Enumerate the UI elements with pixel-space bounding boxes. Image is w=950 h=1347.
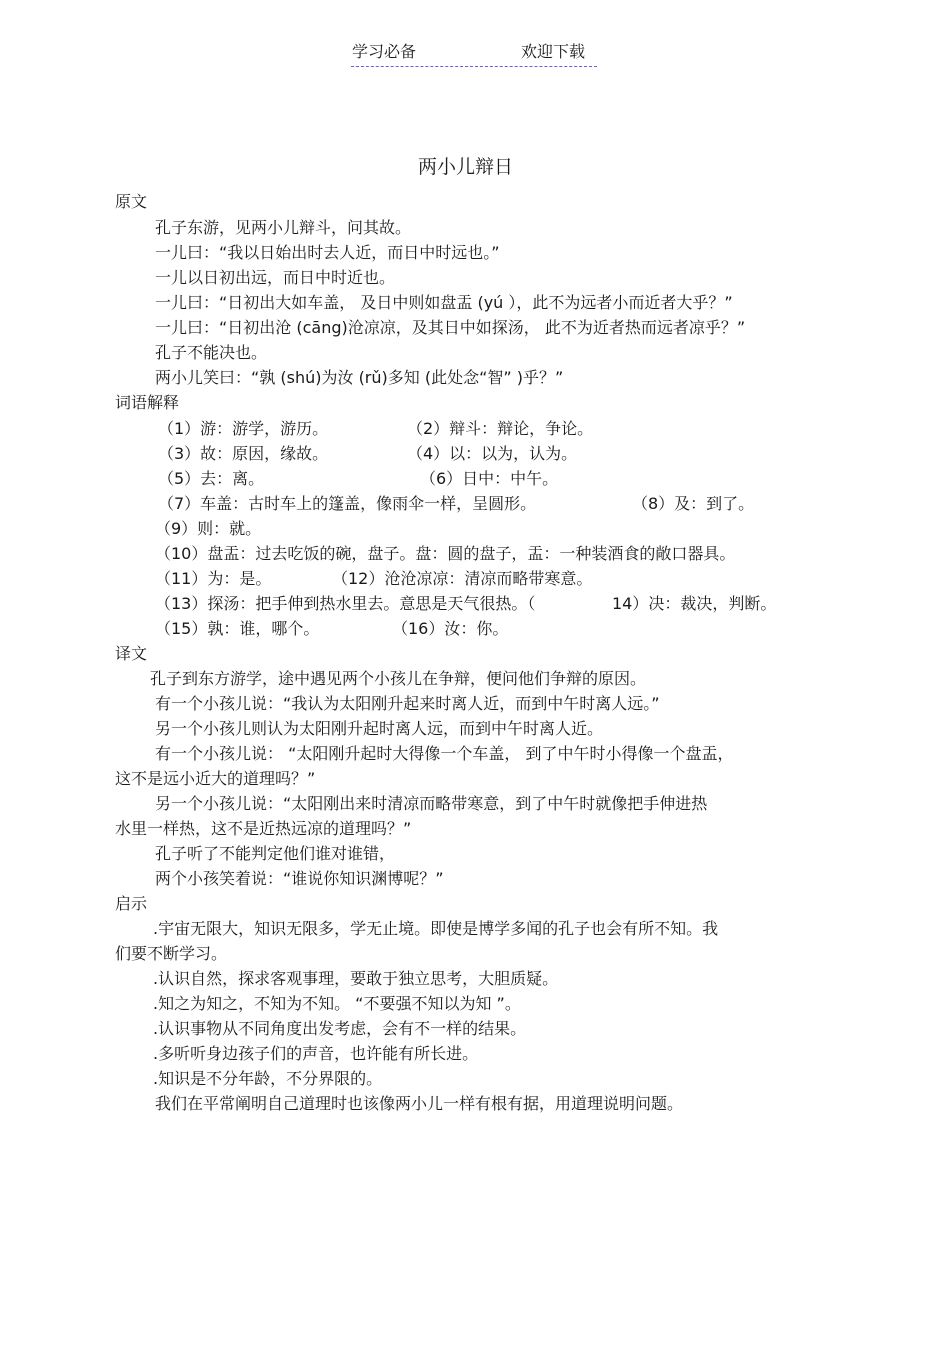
glossary-item: （15）孰：谁，哪个。 <box>155 619 320 638</box>
original-line: 一儿以日初出远，而日中时近也。 <box>155 268 396 287</box>
glossary-item: （13）探汤：把手伸到热水里去。意思是天气很热。（ <box>155 594 536 613</box>
translation-line: 孔子到东方游学，途中遇见两个小孩儿在争辩，便问他们争辩的原因。 <box>150 669 647 688</box>
glossary-item: （5）去：离。 <box>158 469 265 488</box>
section-heading-glossary: 词语解释 <box>115 393 180 412</box>
glossary-item: （12）沧沧凉凉：清凉而略带寒意。 <box>332 569 593 588</box>
translation-line: 水里一样热，这不是近热远凉的道理吗？” <box>115 819 412 838</box>
glossary-item: 14）决：裁决，判断。 <box>612 594 777 613</box>
glossary-item: （11）为：是。 <box>155 569 272 588</box>
original-line: 两小儿笑曰：“孰 (shú)为汝 (rǔ)多知 (此处念“智” )乎？” <box>155 368 564 387</box>
insight-line: .知之为知之，不知为不知。 “不要强不知以为知 ”。 <box>153 994 521 1013</box>
original-line: 一儿曰：“日初出沧 (cāng)沧凉凉，及其日中如探汤， 此不为近者热而远者凉乎？” <box>155 318 746 337</box>
glossary-item: （8）及：到了。 <box>632 494 755 513</box>
page-header <box>351 42 597 67</box>
translation-line: 这不是远小近大的道理吗？” <box>115 769 316 788</box>
section-heading-original: 原文 <box>115 192 148 211</box>
translation-line: 有一个小孩儿说：“我认为太阳刚升起来时离人近，而到中午时离人远。” <box>155 694 660 713</box>
translation-line: 另一个小孩儿则认为太阳刚升起时离人远，而到中午时离人近。 <box>155 719 604 738</box>
section-heading-translation: 译文 <box>115 644 148 663</box>
document-title: 两小儿辩日 <box>418 156 514 178</box>
glossary-item: （3）故：原因，缘故。 <box>158 444 329 463</box>
original-line: 一儿曰：“日初出大如车盖， 及日中则如盘盂 (yú ），此不为远者小而近者大乎？” <box>155 293 733 312</box>
glossary-item: （9）则：就。 <box>155 519 262 538</box>
original-line: 孔子不能决也。 <box>155 343 268 362</box>
header-right-text: 欢迎下载 <box>521 42 586 61</box>
insight-line: 我们在平常阐明自己道理时也该像两小儿一样有根有据，用道理说明问题。 <box>155 1094 684 1113</box>
translation-line: 两个小孩笑着说：“谁说你知识渊博呢？” <box>155 869 444 888</box>
insight-line: .宇宙无限大，知识无限多，学无止境。即使是博学多闻的孔子也会有所不知。我 <box>153 919 719 938</box>
glossary-item: （4）以：以为，认为。 <box>407 444 578 463</box>
glossary-item: （16）汝：你。 <box>392 619 509 638</box>
section-heading-insight: 启示 <box>115 894 148 913</box>
translation-line: 有一个小孩儿说： “太阳刚升起时大得像一个车盖， 到了中午时小得像一个盘盂， <box>155 744 734 763</box>
original-line: 一儿曰：“我以日始出时去人近，而日中时远也。” <box>155 243 500 262</box>
glossary-item: （6）日中：中午。 <box>420 469 559 488</box>
insight-line: 们要不断学习。 <box>115 944 228 963</box>
glossary-item: （1）游：游学，游历。 <box>158 419 329 438</box>
insight-line: .认识自然，探求客观事理，要敢于独立思考，大胆质疑。 <box>153 969 559 988</box>
insight-line: .知识是不分年龄，不分界限的。 <box>153 1069 383 1088</box>
translation-line: 另一个小孩儿说：“太阳刚出来时清凉而略带寒意，到了中午时就像把手伸进热 <box>155 794 708 813</box>
translation-line: 孔子听了不能判定他们谁对谁错， <box>155 844 396 863</box>
insight-line: .认识事物从不同角度出发考虑，会有不一样的结果。 <box>153 1019 527 1038</box>
glossary-item: （2）辩斗：辩论，争论。 <box>407 419 594 438</box>
original-line: 孔子东游，见两小儿辩斗，问其故。 <box>155 218 412 237</box>
insight-line: .多听听身边孩子们的声音，也许能有所长进。 <box>153 1044 479 1063</box>
glossary-item: （7）车盖：古时车上的篷盖，像雨伞一样，呈圆形。 <box>158 494 537 513</box>
glossary-item: （10）盘盂：过去吃饭的碗，盘子。盘：圆的盘子，盂：一种装酒食的敞口器具。 <box>155 544 736 563</box>
header-left-text: 学习必备 <box>352 42 417 61</box>
